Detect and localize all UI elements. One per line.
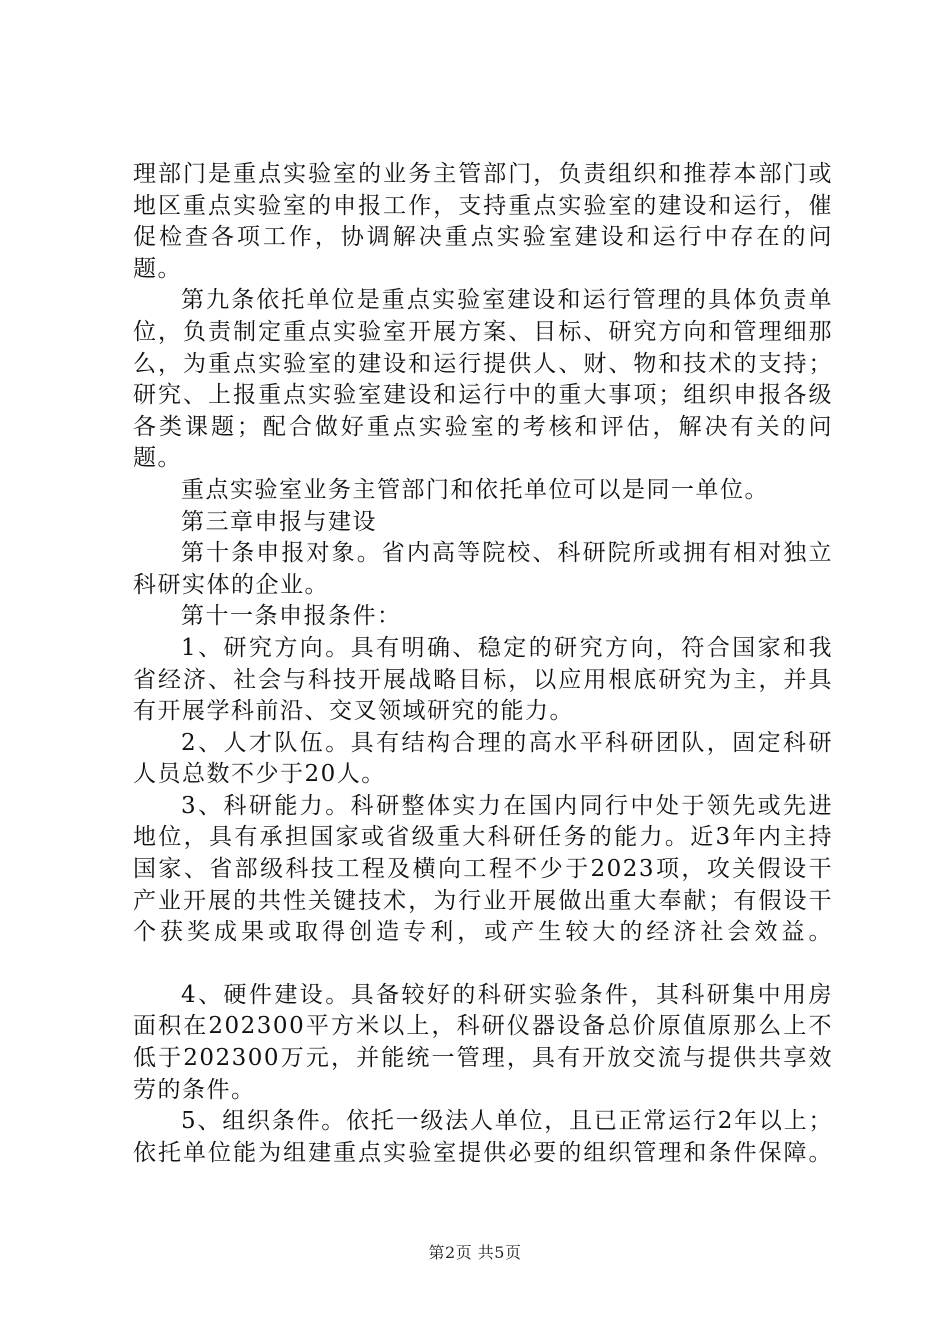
condition-item-5: 5、组织条件。依托一级法人单位，且已正常运行2年以上；依托单位能为组建重点实验室提供必要的组织管理和条件保障。	[133, 1108, 833, 1166]
paragraph-same-unit-note: 重点实验室业务主管部门和依托单位可以是同一单位。	[181, 476, 769, 503]
paragraph-article-11: 第十一条申报条件：	[181, 603, 402, 630]
condition-item-3: 3、科研能力。科研整体实力在国内同行中处于领先或先进地位，具有承担国家或省级重大科研任务的能力。近3年内主持国家、省部级科技工程及横向工程不少于2023项，攻关假设干产业开展的共性关键技术，为行业开展做出重大奉献；有假设干个获奖成果或取得创造专利，或产生较大的经济社会效益。	[133, 792, 833, 946]
chapter-heading: 第三章申报与建设	[181, 508, 377, 535]
condition-item-1: 1、研究方向。具有明确、稳定的研究方向，符合国家和我省经济、社会与科技开展战略目标，以应用根底研究为主，并具有开展学科前沿、交叉领域研究的能力。	[133, 634, 833, 725]
condition-item-2: 2、人才队伍。具有结构合理的高水平科研团队，固定科研人员总数不少于20人。	[133, 729, 833, 788]
paragraph-continuation: 理部门是重点实验室的业务主管部门，负责组织和推荐本部门或地区重点实验室的申报工作，支持重点实验室的建设和运行，催促检查各项工作，协调解决重点实验室建设和运行中存在的问题。	[133, 161, 833, 282]
page-number-footer: 第2页 共5页	[428, 1243, 522, 1262]
document-body	[133, 159, 833, 1169]
condition-item-4: 4、硬件建设。具备较好的科研实验条件，其科研集中用房面积在202300平方米以上，科研仪器设备总价原值原那么上不低于202300万元，并能统一管理，具有开放交流与提供共享效劳的条件。	[133, 981, 833, 1103]
paragraph-article-10: 第十条申报对象。省内高等院校、科研院所或拥有相对独立科研实体的企业。	[133, 540, 833, 598]
paragraph-article-9: 第九条依托单位是重点实验室建设和运行管理的具体负责单位，负责制定重点实验室开展方案、目标、研究方向和管理细那么，为重点实验室的建设和运行提供人、财、物和技术的支持；研究、上报重点实验室建设和运行中的重大事项；组织申报各级各类课题；配合做好重点实验室的考核和评估，解决有关的问题。	[133, 287, 833, 472]
